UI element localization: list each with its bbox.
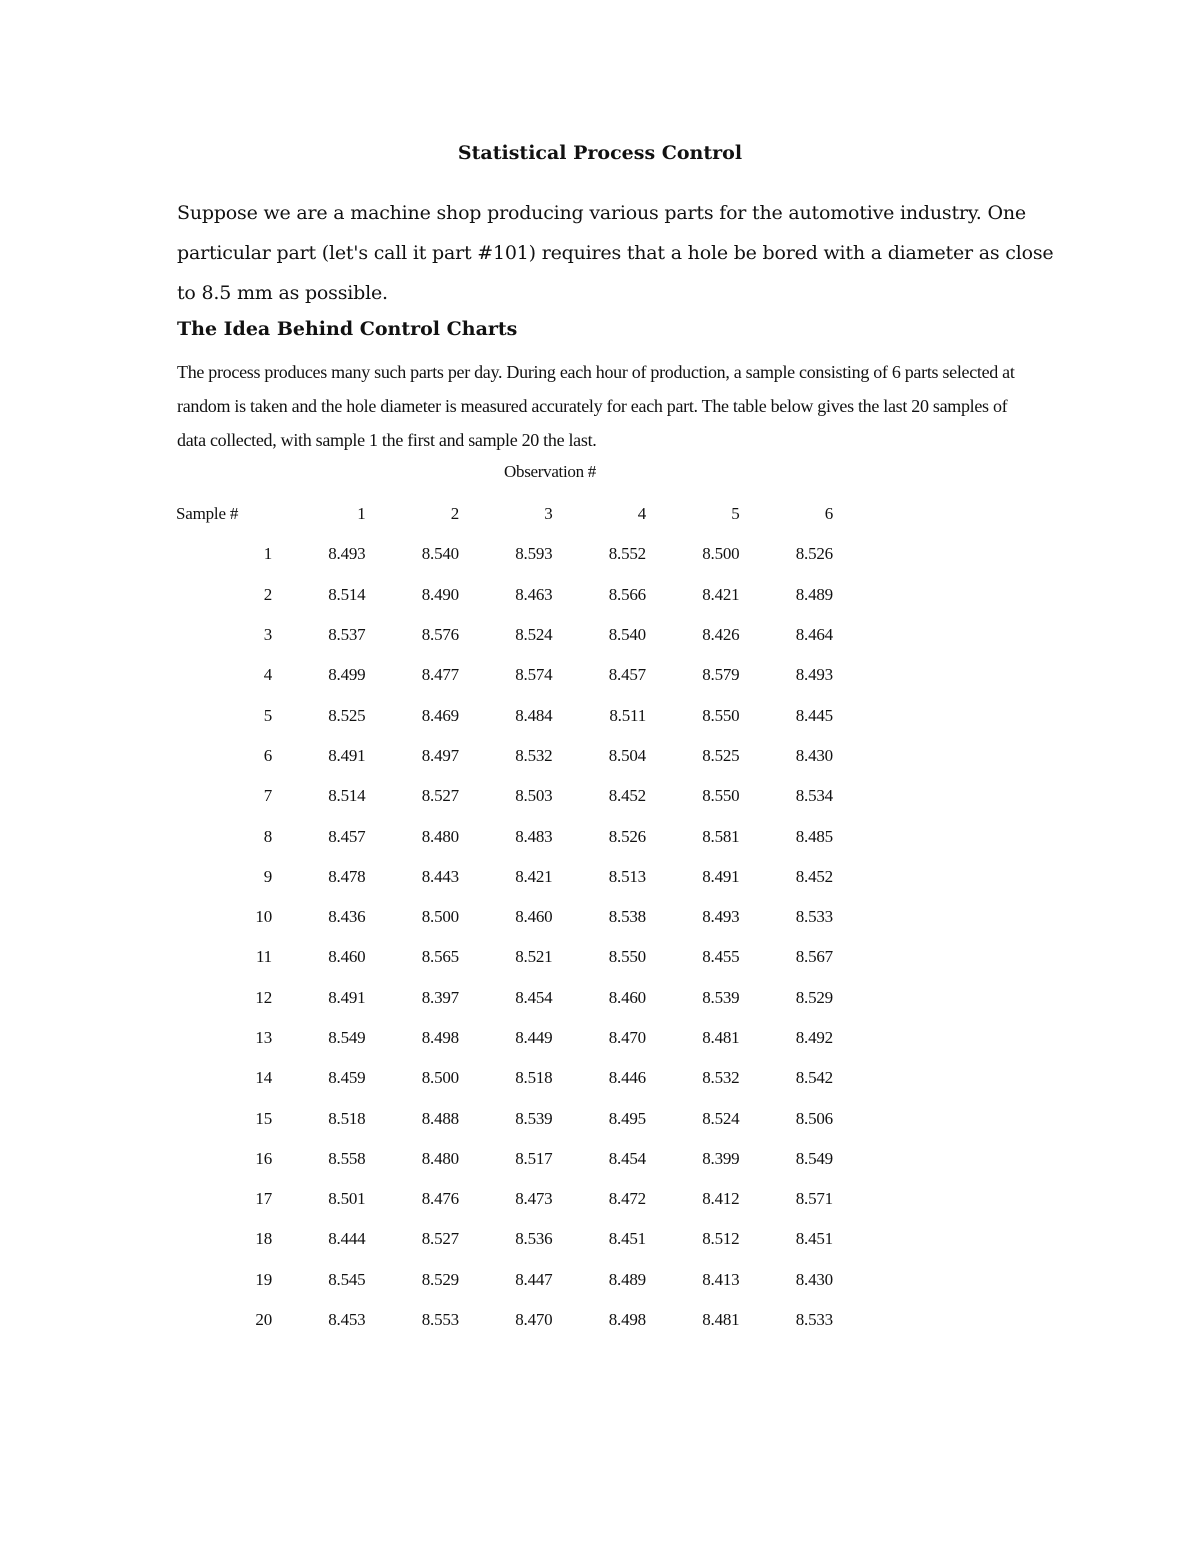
observation-value: 8.397: [421, 987, 459, 1007]
observation-header-1: 1: [357, 504, 366, 524]
observation-value: 8.460: [328, 947, 366, 967]
observation-value: 8.574: [515, 665, 553, 685]
observation-value: 8.446: [608, 1068, 646, 1088]
observation-value: 8.545: [328, 1269, 366, 1289]
sample-number: 17: [255, 1189, 272, 1209]
sample-number: 11: [256, 947, 272, 967]
observation-value: 8.470: [515, 1310, 553, 1330]
observation-value: 8.493: [795, 665, 833, 685]
observation-value: 8.463: [515, 584, 553, 604]
observation-value: 8.485: [795, 826, 833, 846]
observation-value: 8.567: [795, 947, 833, 967]
table-row: [170, 1058, 833, 1098]
observation-value: 8.540: [421, 544, 459, 564]
observation-header-3: 3: [544, 504, 553, 524]
observation-value: 8.481: [702, 1028, 740, 1047]
observation-value: 8.504: [608, 745, 646, 765]
observation-value: 8.524: [702, 1108, 740, 1128]
observation-header-2: 2: [450, 504, 459, 524]
observation-value: 8.445: [795, 705, 833, 725]
page-title: Statistical Process Control: [457, 142, 743, 164]
observation-value: 8.499: [328, 665, 366, 685]
observation-value: 8.550: [702, 705, 740, 725]
observation-value: 8.538: [608, 907, 646, 927]
observation-value: 8.454: [608, 1148, 646, 1168]
sample-number: 6: [263, 745, 272, 765]
observation-value: 8.532: [515, 745, 553, 765]
observation-header-6: 6: [824, 504, 833, 524]
observation-value: 8.457: [608, 665, 646, 685]
observation-value: 8.478: [328, 866, 366, 886]
observation-value: 8.491: [328, 987, 366, 1007]
observation-value: 8.529: [795, 987, 833, 1007]
observation-value: 8.473: [515, 1189, 553, 1209]
observation-value: 8.576: [421, 625, 459, 645]
observation-value: 8.571: [795, 1189, 833, 1209]
observation-value: 8.527: [421, 786, 459, 806]
observation-value: 8.518: [328, 1108, 366, 1128]
observation-value: 8.459: [328, 1068, 366, 1088]
table-row: [170, 575, 833, 615]
observation-value: 8.430: [795, 1269, 833, 1289]
observation-value: 8.518: [515, 1068, 553, 1088]
table-row: [170, 897, 833, 937]
sample-number: 20: [255, 1310, 272, 1330]
sample-number: 1: [263, 544, 272, 564]
observation-value: 8.476: [421, 1189, 459, 1209]
observation-value: 8.539: [515, 1108, 553, 1128]
observation-value: 8.552: [608, 544, 646, 564]
observation-value: 8.436: [328, 907, 366, 927]
table-row: [170, 937, 833, 977]
table-body: [170, 534, 833, 1340]
table-row: [170, 857, 833, 897]
observation-value: 8.566: [608, 584, 646, 604]
sample-number: 10: [255, 907, 272, 927]
observation-value: 8.470: [608, 1028, 646, 1047]
observation-value: 8.454: [515, 987, 553, 1007]
observation-value: 8.443: [421, 866, 459, 886]
observation-value: 8.498: [608, 1310, 646, 1330]
sample-number: 14: [255, 1068, 272, 1088]
observation-value: 8.525: [328, 705, 366, 725]
observation-value: 8.453: [328, 1310, 366, 1330]
sample-number: 19: [255, 1269, 272, 1289]
section-heading: The Idea Behind Control Charts: [177, 318, 518, 340]
observation-value: 8.540: [608, 625, 646, 645]
table-row: [170, 978, 833, 1018]
sample-number: 13: [255, 1028, 272, 1047]
observation-value: 8.412: [702, 1189, 740, 1209]
observation-value: 8.529: [421, 1269, 459, 1289]
observation-header-5: 5: [731, 504, 740, 524]
observation-value: 8.521: [515, 947, 553, 967]
observation-value: 8.460: [515, 907, 553, 927]
observation-value: 8.464: [795, 625, 833, 645]
observation-value: 8.457: [328, 826, 366, 846]
observation-value: 8.483: [515, 826, 553, 846]
sample-number: 16: [255, 1148, 272, 1168]
sample-number: 3: [263, 625, 272, 645]
table-row: [170, 615, 833, 655]
observation-value: 8.399: [702, 1148, 740, 1168]
observation-value: 8.513: [608, 866, 646, 886]
sample-number: 9: [263, 866, 272, 886]
observation-value: 8.413: [702, 1269, 740, 1289]
observation-value: 8.524: [515, 625, 553, 645]
observation-value: 8.444: [328, 1229, 366, 1249]
observation-value: 8.492: [795, 1028, 833, 1047]
observation-value: 8.491: [702, 866, 740, 886]
observation-value: 8.495: [608, 1108, 646, 1128]
observation-value: 8.451: [795, 1229, 833, 1249]
observation-value: 8.581: [702, 826, 740, 846]
observation-value: 8.517: [515, 1148, 553, 1168]
table-row: [170, 1300, 833, 1340]
observation-value: 8.514: [328, 584, 366, 604]
observation-value: 8.553: [421, 1310, 459, 1330]
table-caption: Observation #: [504, 462, 596, 481]
observation-value: 8.484: [515, 705, 553, 725]
observation-value: 8.525: [702, 745, 740, 765]
observation-value: 8.481: [702, 1310, 740, 1330]
observation-value: 8.451: [608, 1229, 646, 1249]
observation-value: 8.460: [608, 987, 646, 1007]
observation-value: 8.488: [421, 1108, 459, 1128]
table-header-row: [170, 494, 833, 534]
observation-value: 8.512: [702, 1229, 740, 1249]
observation-value: 8.506: [795, 1108, 833, 1128]
observation-value: 8.421: [702, 584, 740, 604]
observation-value: 8.550: [702, 786, 740, 806]
sample-number: 5: [263, 705, 272, 725]
measurement-table: [170, 494, 833, 1340]
observation-value: 8.526: [608, 826, 646, 846]
intro-paragraph: Suppose we are a machine shop producing various parts for the automotive industry. One particular part (let's call it part #101) requires that a hole be bored with a diameter as close to 8.5 mm as possible.: [177, 202, 1054, 304]
observation-value: 8.549: [795, 1148, 833, 1168]
observation-value: 8.469: [421, 705, 459, 725]
sample-number: 15: [255, 1108, 272, 1128]
observation-value: 8.447: [515, 1269, 553, 1289]
observation-value: 8.542: [795, 1068, 833, 1088]
observation-value: 8.536: [515, 1229, 553, 1249]
observation-value: 8.500: [421, 907, 459, 927]
observation-value: 8.421: [515, 866, 553, 886]
observation-value: 8.489: [608, 1269, 646, 1289]
table-row: [170, 1018, 833, 1058]
observation-value: 8.533: [795, 907, 833, 927]
observation-value: 8.565: [421, 947, 459, 967]
observation-value: 8.426: [702, 625, 740, 645]
observation-value: 8.455: [702, 947, 740, 967]
table-row: [170, 1098, 833, 1138]
observation-value: 8.501: [328, 1189, 366, 1209]
observation-value: 8.489: [795, 584, 833, 604]
section-paragraph: The process produces many such parts per day. During each hour of production, a sample consisting of 6 parts selected at random is taken and the hole diameter is measured accurately for each part. The table below gives the last 20 samples of data collected, with sample 1 the first and sample 20 the last.: [177, 362, 1015, 450]
table-row: [170, 776, 833, 816]
table-row: [170, 1260, 833, 1300]
observation-value: 8.430: [795, 745, 833, 765]
observation-value: 8.477: [421, 665, 459, 685]
table-row: [170, 1219, 833, 1259]
observation-value: 8.549: [328, 1028, 366, 1047]
observation-value: 8.493: [702, 907, 740, 927]
sample-column-header: Sample #: [176, 504, 239, 524]
observation-value: 8.579: [702, 665, 740, 685]
sample-number: 12: [255, 987, 272, 1007]
observation-value: 8.500: [421, 1068, 459, 1088]
observation-value: 8.480: [421, 1148, 459, 1168]
table-row: [170, 736, 833, 776]
observation-value: 8.527: [421, 1229, 459, 1249]
observation-value: 8.539: [702, 987, 740, 1007]
observation-value: 8.503: [515, 786, 553, 806]
sample-number: 7: [263, 786, 272, 806]
observation-value: 8.534: [795, 786, 833, 806]
table-row: [170, 816, 833, 856]
observation-value: 8.480: [421, 826, 459, 846]
observation-value: 8.526: [795, 544, 833, 564]
table-row: [170, 1179, 833, 1219]
observation-value: 8.533: [795, 1310, 833, 1330]
observation-value: 8.558: [328, 1148, 366, 1168]
observation-value: 8.490: [421, 584, 459, 604]
sample-number: 8: [263, 826, 272, 846]
observation-value: 8.497: [421, 745, 459, 765]
table-row: [170, 655, 833, 695]
observation-value: 8.452: [608, 786, 646, 806]
sample-number: 18: [255, 1229, 272, 1249]
observation-value: 8.493: [328, 544, 366, 564]
observation-value: 8.491: [328, 745, 366, 765]
table-row: [170, 695, 833, 735]
observation-value: 8.511: [609, 705, 646, 725]
observation-value: 8.532: [702, 1068, 740, 1088]
observation-value: 8.449: [515, 1028, 553, 1047]
observation-value: 8.498: [421, 1028, 459, 1047]
sample-number: 2: [263, 584, 272, 604]
observation-value: 8.452: [795, 866, 833, 886]
table-row: [170, 1139, 833, 1179]
observation-value: 8.593: [515, 544, 553, 564]
observation-value: 8.472: [608, 1189, 646, 1209]
table-row: [170, 534, 833, 574]
observation-value: 8.500: [702, 544, 740, 564]
observation-header-4: 4: [637, 504, 646, 524]
observation-value: 8.537: [328, 625, 366, 645]
observation-value: 8.514: [328, 786, 366, 806]
sample-number: 4: [263, 665, 272, 685]
observation-value: 8.550: [608, 947, 646, 967]
